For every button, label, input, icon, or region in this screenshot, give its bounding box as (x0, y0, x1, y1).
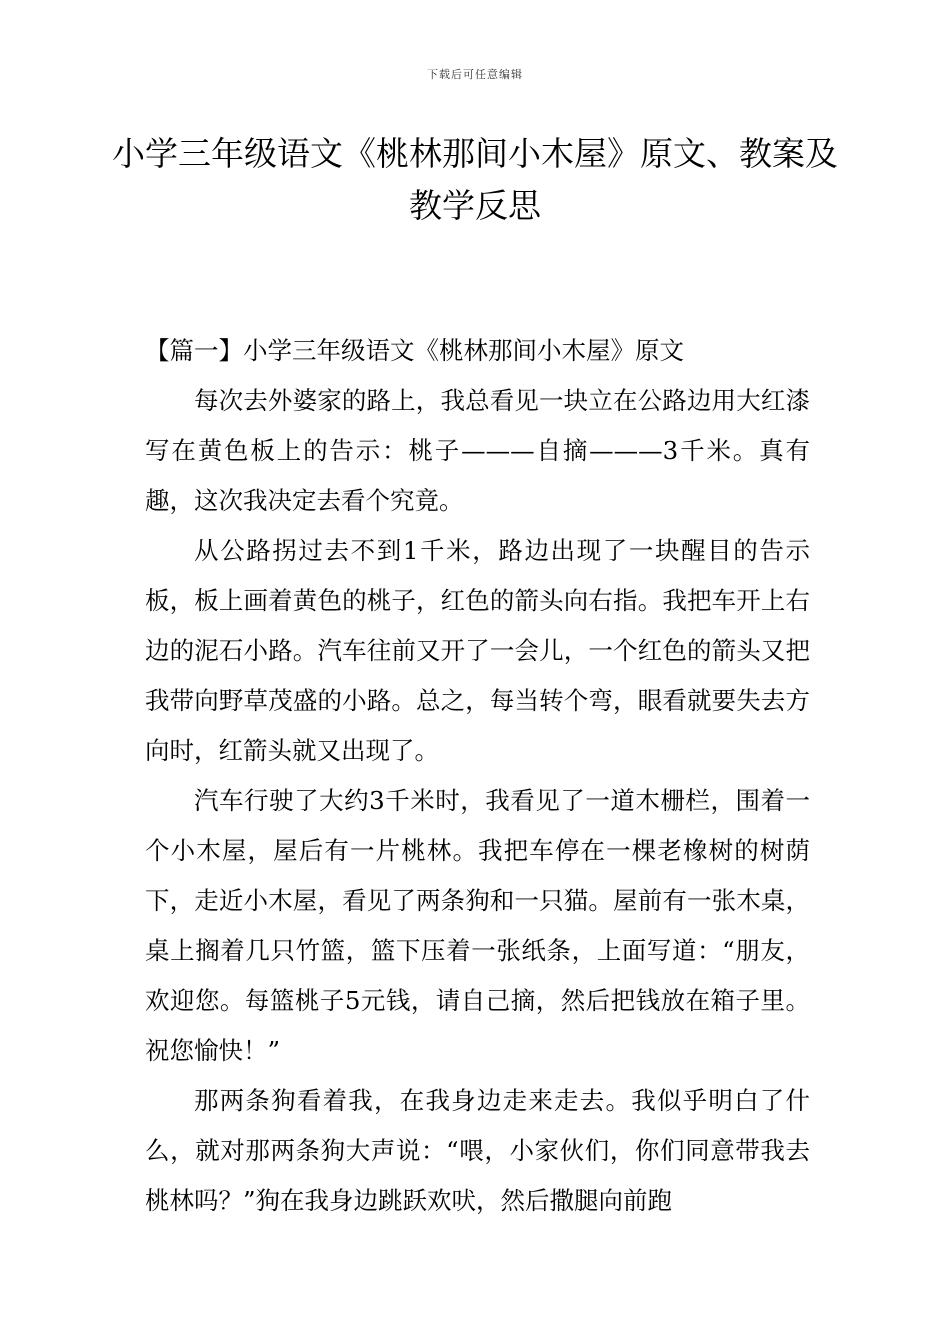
paragraph-2: 从公路拐过去不到1千米，路边出现了一块醒目的告示板，板上画着黄色的桃子，红色的箭头向右指。我把车开上右边的泥石小路。汽车往前又开了一会儿，一个红色的箭头又把我带向野草茂盛的小路。总之，每当转个弯，眼看就要失去方向时，红箭头就又出现了。 (145, 536, 810, 765)
section-heading: 【篇一】小学三年级语文《桃林那间小木屋》原文 (145, 336, 684, 365)
document-title: 小学三年级语文《桃林那间小木屋》原文、教案及教学反思 (112, 134, 838, 225)
paragraph-4: 那两条狗看着我，在我身边走来走去。我似乎明白了什么，就对那两条狗大声说：“喂，小家伙们，你们同意带我去桃林吗？”狗在我身边跳跃欢吠，然后撒腿向前跑 (145, 1086, 810, 1215)
paragraph-3: 汽车行驶了大约3千米时，我看见了一道木栅栏，围着一个小木屋，屋后有一片桃林。我把车停在一棵老橡树的树荫下，走近小木屋，看见了两条狗和一只猫。屋前有一张木桌，桌上搁着几只竹篮，篮下压着一张纸条，上面写道：“朋友，欢迎您。每篮桃子5元钱，请自己摘，然后把钱放在箱子里。祝您愉快！” (145, 786, 810, 1065)
document-body (145, 326, 810, 1226)
paragraph-1: 每次去外婆家的路上，我总看见一块立在公路边用大红漆写在黄色板上的告示：桃子———自摘———3千米。真有趣，这次我决定去看个究竟。 (145, 386, 810, 515)
header-note: 下载后可任意编辑 (427, 68, 523, 81)
